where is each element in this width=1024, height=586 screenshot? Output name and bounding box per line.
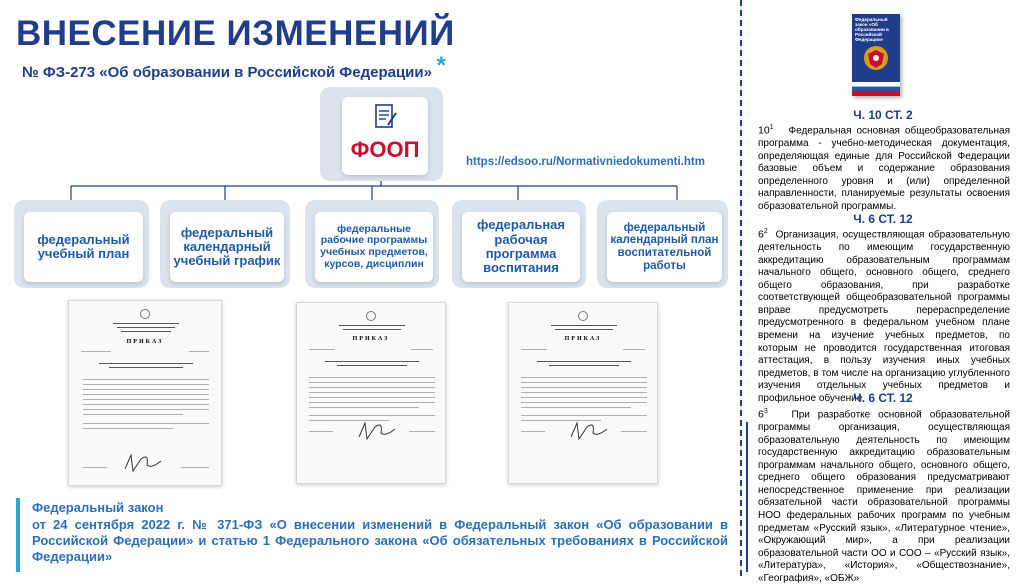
foop-card-inner: [342, 97, 428, 175]
doc-line: [309, 431, 333, 432]
category-federal-curriculum[interactable]: [14, 200, 149, 288]
section-text: [758, 228, 1010, 406]
doc-line: [83, 399, 209, 400]
signature-icon: [355, 419, 399, 445]
category-label: федеральный календарный учебный график: [173, 224, 281, 269]
doc-line: [549, 365, 619, 366]
doc-line: [83, 409, 209, 410]
doc-line: [555, 329, 613, 330]
federal-law-note: [16, 498, 728, 572]
doc-line: [409, 431, 435, 432]
doc-line: [521, 407, 631, 408]
doc-line: [551, 325, 617, 326]
doc-line: [109, 367, 183, 368]
flag-stripes-icon: [852, 82, 900, 96]
doc-line: [521, 402, 647, 403]
category-label: федеральный учебный план: [37, 231, 130, 261]
category-card: [170, 212, 284, 282]
order-document-3[interactable]: [508, 302, 658, 484]
doc-line: [309, 415, 435, 416]
category-card: [24, 212, 143, 282]
doc-line: [521, 392, 647, 393]
doc-line: [309, 387, 435, 388]
doc-line: [83, 414, 183, 415]
emblem-icon: [366, 311, 376, 321]
clause-sup: 1: [769, 124, 774, 131]
doc-line: [623, 349, 645, 350]
doc-line: [309, 392, 435, 393]
section-heading: Ч. 6 СТ. 12: [853, 212, 913, 226]
doc-line: [121, 331, 171, 332]
law-book-cover: [852, 14, 900, 96]
doc-line: [181, 467, 209, 468]
doc-line: [81, 351, 111, 352]
category-card: [607, 212, 722, 282]
signature-icon: [121, 451, 165, 477]
category-label: федеральная рабочая программа воспитания: [476, 217, 565, 276]
doc-line: [537, 361, 631, 362]
category-work-programs[interactable]: [305, 200, 439, 288]
document-heading: ПРИКАЗ: [352, 336, 390, 342]
doc-line: [339, 325, 405, 326]
category-calendar-schedule[interactable]: [160, 200, 290, 288]
clause-number: 6: [758, 228, 764, 241]
category-card: [315, 212, 433, 282]
category-upbringing-program[interactable]: [452, 200, 586, 288]
signature-icon: [567, 419, 611, 445]
doc-line: [521, 387, 647, 388]
doc-line: [309, 349, 335, 350]
doc-line: [521, 349, 547, 350]
doc-line: [83, 389, 209, 390]
doc-line: [309, 382, 435, 383]
edsoo-link[interactable]: https://edsoo.ru/Normativniedokumenti.htm: [466, 156, 705, 168]
doc-line: [621, 431, 647, 432]
section-heading: Ч. 10 СТ. 2: [853, 108, 913, 122]
foop-label: ФООП: [350, 137, 420, 162]
doc-line: [83, 384, 209, 385]
document-pen-icon: [374, 103, 398, 131]
doc-line: [83, 379, 209, 380]
section-heading: Ч. 6 СТ. 12: [853, 391, 913, 405]
clause-sup: 3: [763, 408, 768, 415]
category-upbringing-plan[interactable]: [597, 200, 728, 288]
category-label: федеральные рабочие программы учебных предметов, курсов, дисциплин: [320, 222, 428, 270]
doc-line: [83, 467, 107, 468]
doc-line: [83, 404, 209, 405]
doc-line: [113, 323, 179, 324]
doc-line: [337, 365, 407, 366]
page-title: ВНЕСЕНИЕ ИЗМЕНЕНИЙ: [16, 14, 455, 53]
section-text: [758, 124, 1010, 213]
order-document-2[interactable]: [296, 302, 446, 484]
clause-sup: 2: [763, 228, 768, 235]
emblem-icon: [578, 311, 588, 321]
doc-line: [521, 382, 647, 383]
clause-body: При разработке основной образовательной программы организация, осуществляющая образовательную деятельность по имеющим государственную аккредитацию образовательным программам начального общего, основного общего, среднего общего образования предусматривают непосредственное применение при реализации обязательной части образовательной программы НОО федеральных рабочих программ по учебным предметам «Русский язык», «Литературное чтение», «Окружающий мир», а при реализации образовательной части ОО и СОО – «Русский язык», «Литература», «История», «Обществознание», «География», «ОБЖ»: [758, 409, 1010, 585]
section-text: [758, 408, 1010, 586]
law-title: Федеральный закон: [32, 500, 164, 515]
subtitle-text: № ФЗ-273 «Об образовании в Российской Федерации»: [22, 64, 432, 81]
document-heading: ПРИКАЗ: [126, 339, 164, 345]
emblem-icon: [140, 309, 150, 319]
doc-line: [99, 363, 193, 364]
doc-line: [83, 428, 173, 429]
footnote-star: *: [436, 52, 446, 79]
category-label: федеральный календарный план воспитательной работы: [610, 221, 719, 272]
vertical-divider: [740, 0, 742, 576]
doc-line: [343, 329, 401, 330]
doc-line: [309, 407, 419, 408]
category-card: [462, 212, 580, 282]
coat-of-arms-icon: [862, 44, 890, 72]
doc-line: [309, 397, 435, 398]
book-title: Федеральный закон «Об образовании в Российской Федерации»: [855, 17, 889, 43]
doc-line: [83, 394, 209, 395]
law-details: от 24 сентября 2022 г. № 371-ФЗ «О внесении изменений в Федеральный закон «Об образовании в Российской Федерации» и статью 1 Федерального закона «Об обязательных требованиях в Российской Федерации»: [32, 517, 728, 564]
foop-card[interactable]: [320, 87, 443, 181]
doc-line: [309, 402, 435, 403]
doc-line: [411, 349, 433, 350]
doc-line: [521, 397, 647, 398]
doc-line: [83, 423, 209, 424]
order-document-1[interactable]: [68, 300, 222, 486]
doc-line: [189, 351, 209, 352]
clause-body: Организация, осуществляющая образовательную деятельность по имеющим государственную аккредитацию образовательным программам начального общего, основного общего, среднего общего образования, при разработке соответствующей общеобразовательной программы вправе предусмотреть перераспределение предусмотренного в федеральном учебном плане времени на изучение учебных предметов, по которым не проводится государственная итоговая аттестация, в пользу изучения иных учебных предметов, в том числе на организацию углубленного изучения отдельных учебных предметов и профильное обучение: [758, 229, 1010, 405]
doc-line: [117, 327, 175, 328]
doc-line: [325, 361, 419, 362]
clause-number: 6: [758, 408, 764, 421]
clause-body: Федеральная основная общеобразовательная программа - учебно-методическая документация, определяющая единые для Российской Федерации базовые объем и содержание образования определенного уровня и (или) определенной направленности, планируемые результаты освоения образовательной программы.: [758, 125, 1011, 212]
doc-line: [521, 377, 647, 378]
doc-line: [309, 377, 435, 378]
clause-number: 10: [758, 124, 770, 137]
document-heading: ПРИКАЗ: [564, 336, 602, 342]
doc-line: [521, 415, 647, 416]
doc-line: [521, 431, 545, 432]
